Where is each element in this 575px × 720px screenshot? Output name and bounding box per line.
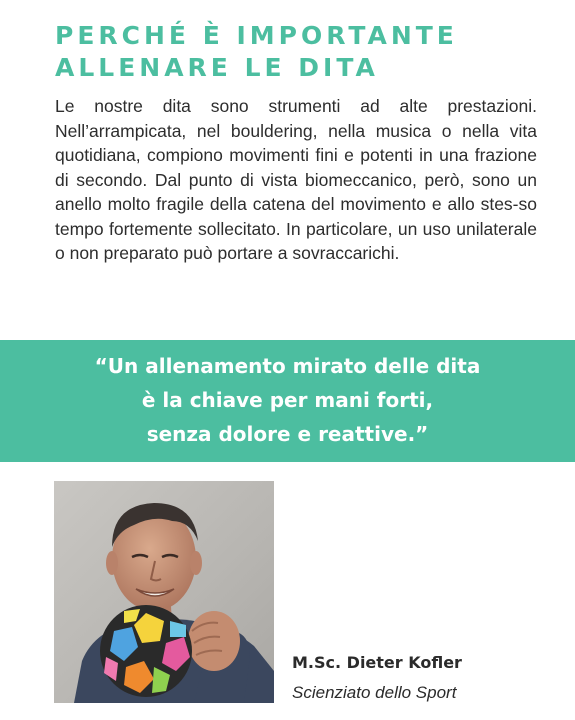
section-heading	[55, 20, 555, 84]
portrait-photo	[54, 481, 274, 703]
quote-line-2: è la chiave per mani forti,	[141, 388, 434, 412]
caption-name: M.Sc. Dieter Kofler	[292, 653, 462, 672]
caption-role: Scienziato dello Sport	[292, 683, 457, 702]
quote-line-3: senza dolore e reattive.”	[146, 422, 429, 446]
heading-line-2: ALLENARE LE DITA	[55, 53, 379, 82]
quote-line-1: “Un allenamento mirato delle dita	[94, 354, 481, 378]
heading-line-1: PERCHÉ È IMPORTANTE	[55, 21, 458, 50]
portrait-illustration	[54, 481, 274, 703]
body-paragraph: Le nostre dita sono strumenti ad alte prestazioni. Nell’arrampicata, nel bouldering, nella musica o nella vita quotidiana, compiono movimenti fini e potenti in una frazione di secondo. Dal punto di vista biomeccanico, però, sono un anello molto fragile della catena del movimento e allo stes-so tempo fortemente sollecitato. In particolare, un uso unilaterale o non preparato può portare a sovraccarichi.	[55, 96, 537, 263]
pull-quote	[0, 349, 575, 451]
